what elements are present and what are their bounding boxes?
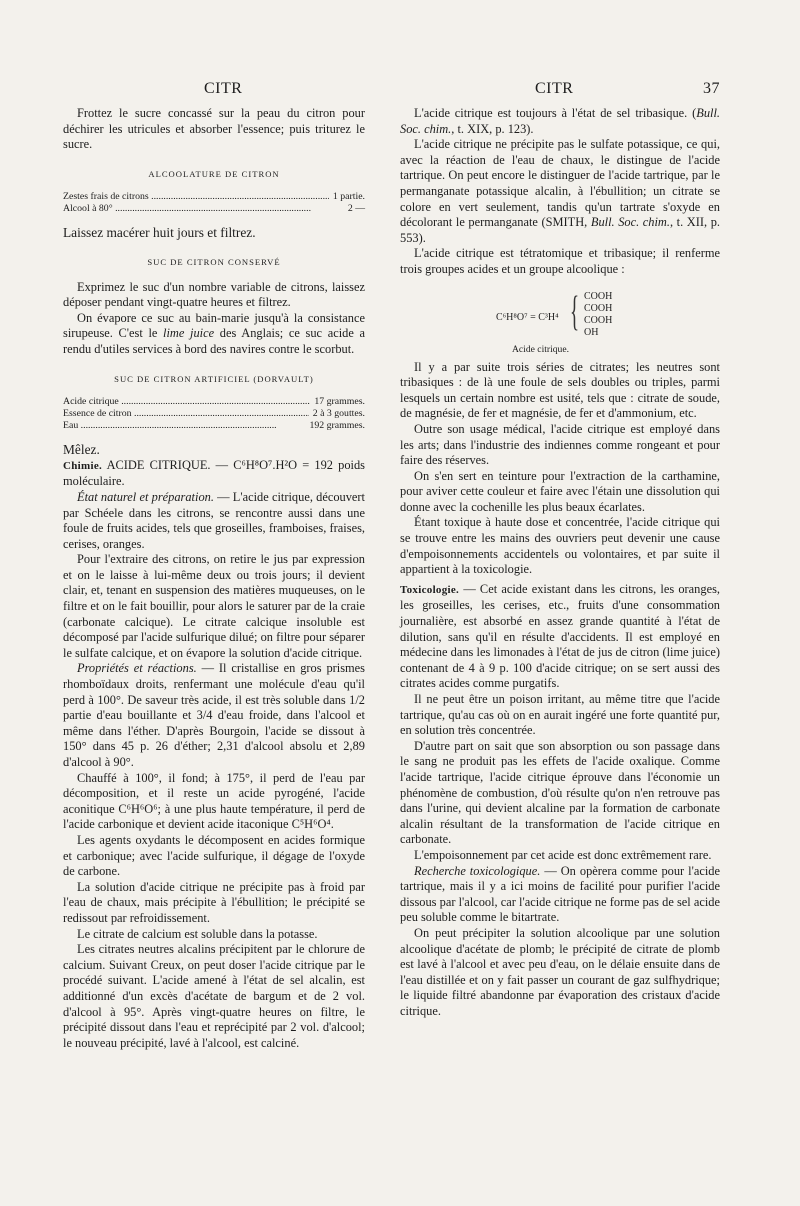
formula-group: OH: [584, 326, 599, 338]
section-title-suc-artificiel: SUC DE CITRON ARTIFICIEL (DORVAULT): [114, 373, 314, 384]
ingredient-name: Acide citrique .....: [63, 396, 310, 408]
formula-group: COOH: [584, 302, 613, 314]
running-head-right: CITR: [535, 80, 574, 97]
formula-group: COOH: [584, 314, 613, 326]
paragraph-recherche: [400, 864, 720, 926]
text-run: des Anglais; ce suc acide a rendu d'utiles services à bord des navires contre le scorbut.: [63, 326, 365, 356]
ingredient-name: Alcool à 80° .....: [63, 203, 344, 215]
recipe-suc-artificiel: [63, 396, 365, 432]
brace-glyph: {: [570, 288, 580, 335]
text-run: — Cet acide existant dans les citrons, les oranges, les groseilles, les cerises, etc., fruits d'une consommation journalière, est absorbé en assez grande quantité à l'état de dilution, sans qu'il en résulte d'accidents. Il est employé en médecine dans les limonades à l'état de jus de citron (lime juice) contenant de 4 à 9 p. 100 d'acide citrique; on se sert aussi des citrates acides comme purgatifs.: [400, 581, 720, 691]
recipe-row: [63, 420, 365, 432]
paragraph-intro: Frottez le sucre concassé sur la peau du citron pour déchirer les utricules et absorber l'essence; puis triturez le sucre.: [63, 106, 365, 152]
alcoolature-note: Laissez macérer huit jours et filtrez.: [63, 225, 256, 241]
etat-heading: État naturel et préparation.: [77, 489, 214, 504]
paragraph-extraire: Pour l'extraire des citrons, on retire le jus par expression et on le laisse à lui-même deux ou trois jours; il devient clair, et, tenant en suspension des matières muqueuses, on le filtre et on le fait bouillir, pour alors le saturer par de la craie (carbonate calcique). Le citrate calcique insoluble est décomposé par l'acide sulfurique dilué; on filtre pour séparer le sulfate calcique, et on évapore la solution d'acide citrique.: [63, 552, 365, 660]
paragraph-poison: Il ne peut être un poison irritant, au même titre que l'acide tartrique, qu'au cas où on en aurait ingéré une forte quantité pur, en solution très concentrée.: [400, 692, 720, 738]
paragraph-citrates-neutres: Les citrates neutres alcalins précipitent par le chlorure de calcium. Suivant Creux, on peut doser l'acide citrique par le procédé suivant. L'acide amené à l'état de sel alcalin, est additionné d'un excès d'acétate de bargum et de 2 vol. d'alcool à 95°. Après vingt-quatre heures on filtre, le précipité dissout dans l'eau et reprécipité par 2 vol. d'alcool; le nouveau précipité, lavé à l'alcool, est calciné.: [63, 942, 365, 1050]
citation-emphasis: Bull. Soc. chim.: [590, 215, 670, 230]
text-run: — On opèrera comme pour l'acide tartrique, mais il y a ici moins de facilité pour purifier l'acide dissous par l'alcool, car l'acide citrique ne forme pas de sel acide peu soluble comme le bitartrate.: [400, 863, 720, 925]
recipe-alcoolature: [63, 191, 365, 215]
citation-emphasis: Bull. Soc. chim.: [400, 106, 720, 136]
paragraph-absorption: D'autre part on sait que son absorption ou son passage dans le sang ne produit pas les effets de l'acide oxalique. Comme l'acide tartrique, l'acide citrique éprouve dans l'économie un phénomène de combustion, d'où résulte qu'on n'en retrouve pas dans l'urine, qui devient alcaline par la formation de carbonate alcalin résultant de la transformation de l'acide citrique en carbonate.: [400, 738, 720, 847]
recherche-heading: Recherche toxicologique.: [414, 863, 541, 878]
proprietes-heading: Propriétés et réactions.: [77, 661, 197, 676]
lime-juice-emphasis: lime juice: [163, 326, 215, 341]
toxicologie-lead: Toxicologie.: [400, 583, 460, 596]
ingredient-name: Eau .....: [63, 420, 305, 432]
right-column: [400, 106, 720, 1019]
formula-groups: [584, 291, 612, 339]
recipe-row: [63, 203, 365, 215]
paragraph-oxydants: Les agents oxydants le décomposent en acides formique et carbonique; avec l'acide sulfurique, il dégage de l'oxyde de carbone.: [63, 832, 365, 879]
paragraph-teinture: On s'en sert en teinture pour l'extraction de la carthamine, pour aviver cette couleur et faire avec l'étain une dissolution qui donne avec la cochenille les plus beaux écarlates.: [400, 468, 720, 514]
paragraph-usage: Outre son usage médical, l'acide citrique est employé dans les arts; dans l'industrie des indiennes comme rongeant et pour faire des réserves.: [400, 421, 720, 468]
text-run: L'acide citrique est toujours à l'état de sel tribasique. (: [414, 106, 697, 120]
paragraph-rare: L'empoisonnement par cet acide est donc extrêmement rare.: [414, 847, 712, 862]
section-title-suc-conserve: SUC DE CITRON CONSERVÉ: [147, 256, 281, 267]
paragraph-sulfate: [400, 137, 720, 246]
formula-group: COOH: [584, 290, 613, 302]
chimie-lead: Chimie.: [63, 459, 103, 472]
formula-lhs: C⁶H⁸O⁷ = C³H⁴: [496, 311, 559, 323]
paragraph-tribasique: [400, 106, 720, 137]
left-column: [63, 106, 365, 1051]
text-run: ACIDE CITRIQUE. — C⁶H⁸O⁷.H²O = 192 poids moléculaire.: [63, 457, 365, 489]
text-run: — Il cristallise en gros prismes rhomboïdaux droits, renfermant une molécule d'eau qu'il perd à 100°. De saveur très acide, il est très soluble dans 1/2 partie d'eau bouillante et 3/4 d'eau froide, dans l'alcool et même dans l'éther. D'après Bourgoin, l'acide se dissout à 150° dans 45 p. 26 d'éther; 2,31 d'alcool absolu et 2,89 d'alcool à 90°.: [63, 661, 365, 769]
running-head-left: CITR: [204, 80, 243, 97]
ingredient-qty: 192 grammes.: [309, 420, 365, 432]
text-run: L'acide citrique ne précipite pas le sulfate potassique, ce qui, avec la réaction de l'eau de chaux, le distingue de l'acide tartrique. On peut encore le distinguer de l'acide tartrique, par le permanganate potassique alcalin, à l'ébullition; un citrate se colore en vert seulement, tandis qu'un tartrate s'oxyde en décolorant le permanganate (SMITH,: [400, 137, 720, 230]
ingredient-qty: 17 grammes.: [314, 396, 365, 408]
section-title-alcoolature: ALCOOLATURE DE CITRON: [148, 168, 280, 179]
text-run: , t. XIX, p. 123).: [451, 121, 534, 136]
paragraph-series: Il y a par suite trois séries de citrates; les neutres sont tribasiques : de là une foule de sels doubles ou triples, parmi lesquels un certain nombre est usité, tels que : citrate de soude, de magnésie, de fer et magnésie, de fer et d'ammonium, etc.: [400, 359, 720, 421]
melez-note: Mêlez.: [63, 442, 100, 458]
paragraph-suc-conserve-2: [63, 311, 365, 358]
paragraph-toxique: Étant toxique à haute dose et concentrée, l'acide citrique qui se trouve entre les mains des ouvriers peut devenir une cause d'empoisonnements accidentels ou volontaires, et par suite il appartient à la toxicologie.: [400, 515, 720, 577]
paragraph-toxicologie: [400, 582, 720, 692]
ingredient-name: Essence de citron .....: [63, 408, 309, 420]
ingredient-qty: 1 partie.: [332, 191, 365, 203]
ingredient-qty: 2 à 3 gouttes.: [312, 408, 365, 420]
formula-caption: Acide citrique.: [512, 343, 570, 355]
ingredient-name: Zestes frais de citrons .....: [63, 191, 329, 203]
paragraph-tetratomique: L'acide citrique est tétratomique et tribasique; il renferme trois groupes acides et un groupe alcoolique :: [400, 246, 720, 276]
paragraph-precipiter: On peut précipiter la solution alcoolique par une solution alcoolique d'acétate de plomb; le précipité de citrate de plomb est lavé à l'alcool et avec peu d'eau, on le délaie ensuite dans de l'eau distillée et on y fait passer un courant de gaz sulfhydrique; le liquide filtré abandonne par évaporation des cristaux d'acide citrique.: [400, 925, 720, 1018]
paragraph-solution: La solution d'acide citrique ne précipite pas à froid par l'eau de chaux, mais précipite à l'ébullition; le précipité se redissout par refroidissement.: [63, 879, 365, 925]
citric-acid-formula: [400, 288, 720, 355]
text-run: — L'acide citrique, découvert par Schéele dans les citrons, se rencontre aussi dans une foule de fruits acides, tels que groseilles, framboises, fraises, cerises, oranges.: [63, 489, 365, 551]
text-run: On évapore ce suc au bain-marie jusqu'à la consistance sirupeuse. C'est le: [63, 310, 365, 341]
paragraph-chauffe: Chauffé à 100°, il fond; à 175°, il perd de l'eau par décomposition, et il reste un acide pyrogéné, l'acide aconitique C⁶H⁶O⁶; à une plus haute température, il perd de l'acide carbonique et devient acide itaconique C⁵H⁶O⁴.: [63, 770, 365, 832]
paragraph-proprietes: [63, 661, 365, 770]
recipe-row: [63, 191, 365, 203]
text-run: , t. XII, p. 553).: [400, 215, 720, 245]
page-number: 37: [703, 80, 720, 97]
recipe-row: [63, 408, 365, 420]
paragraph-etat: [63, 490, 365, 552]
paragraph-suc-conserve-1: Exprimez le suc d'un nombre variable de citrons, laissez déposer pendant vingt-quatre heures et filtrez.: [63, 279, 365, 310]
ingredient-qty: 2 —: [347, 203, 365, 215]
recipe-row: [63, 396, 365, 408]
paragraph-citrate-calcium: Le citrate de calcium est soluble dans la potasse.: [77, 926, 318, 941]
paragraph-chimie: [63, 458, 365, 490]
